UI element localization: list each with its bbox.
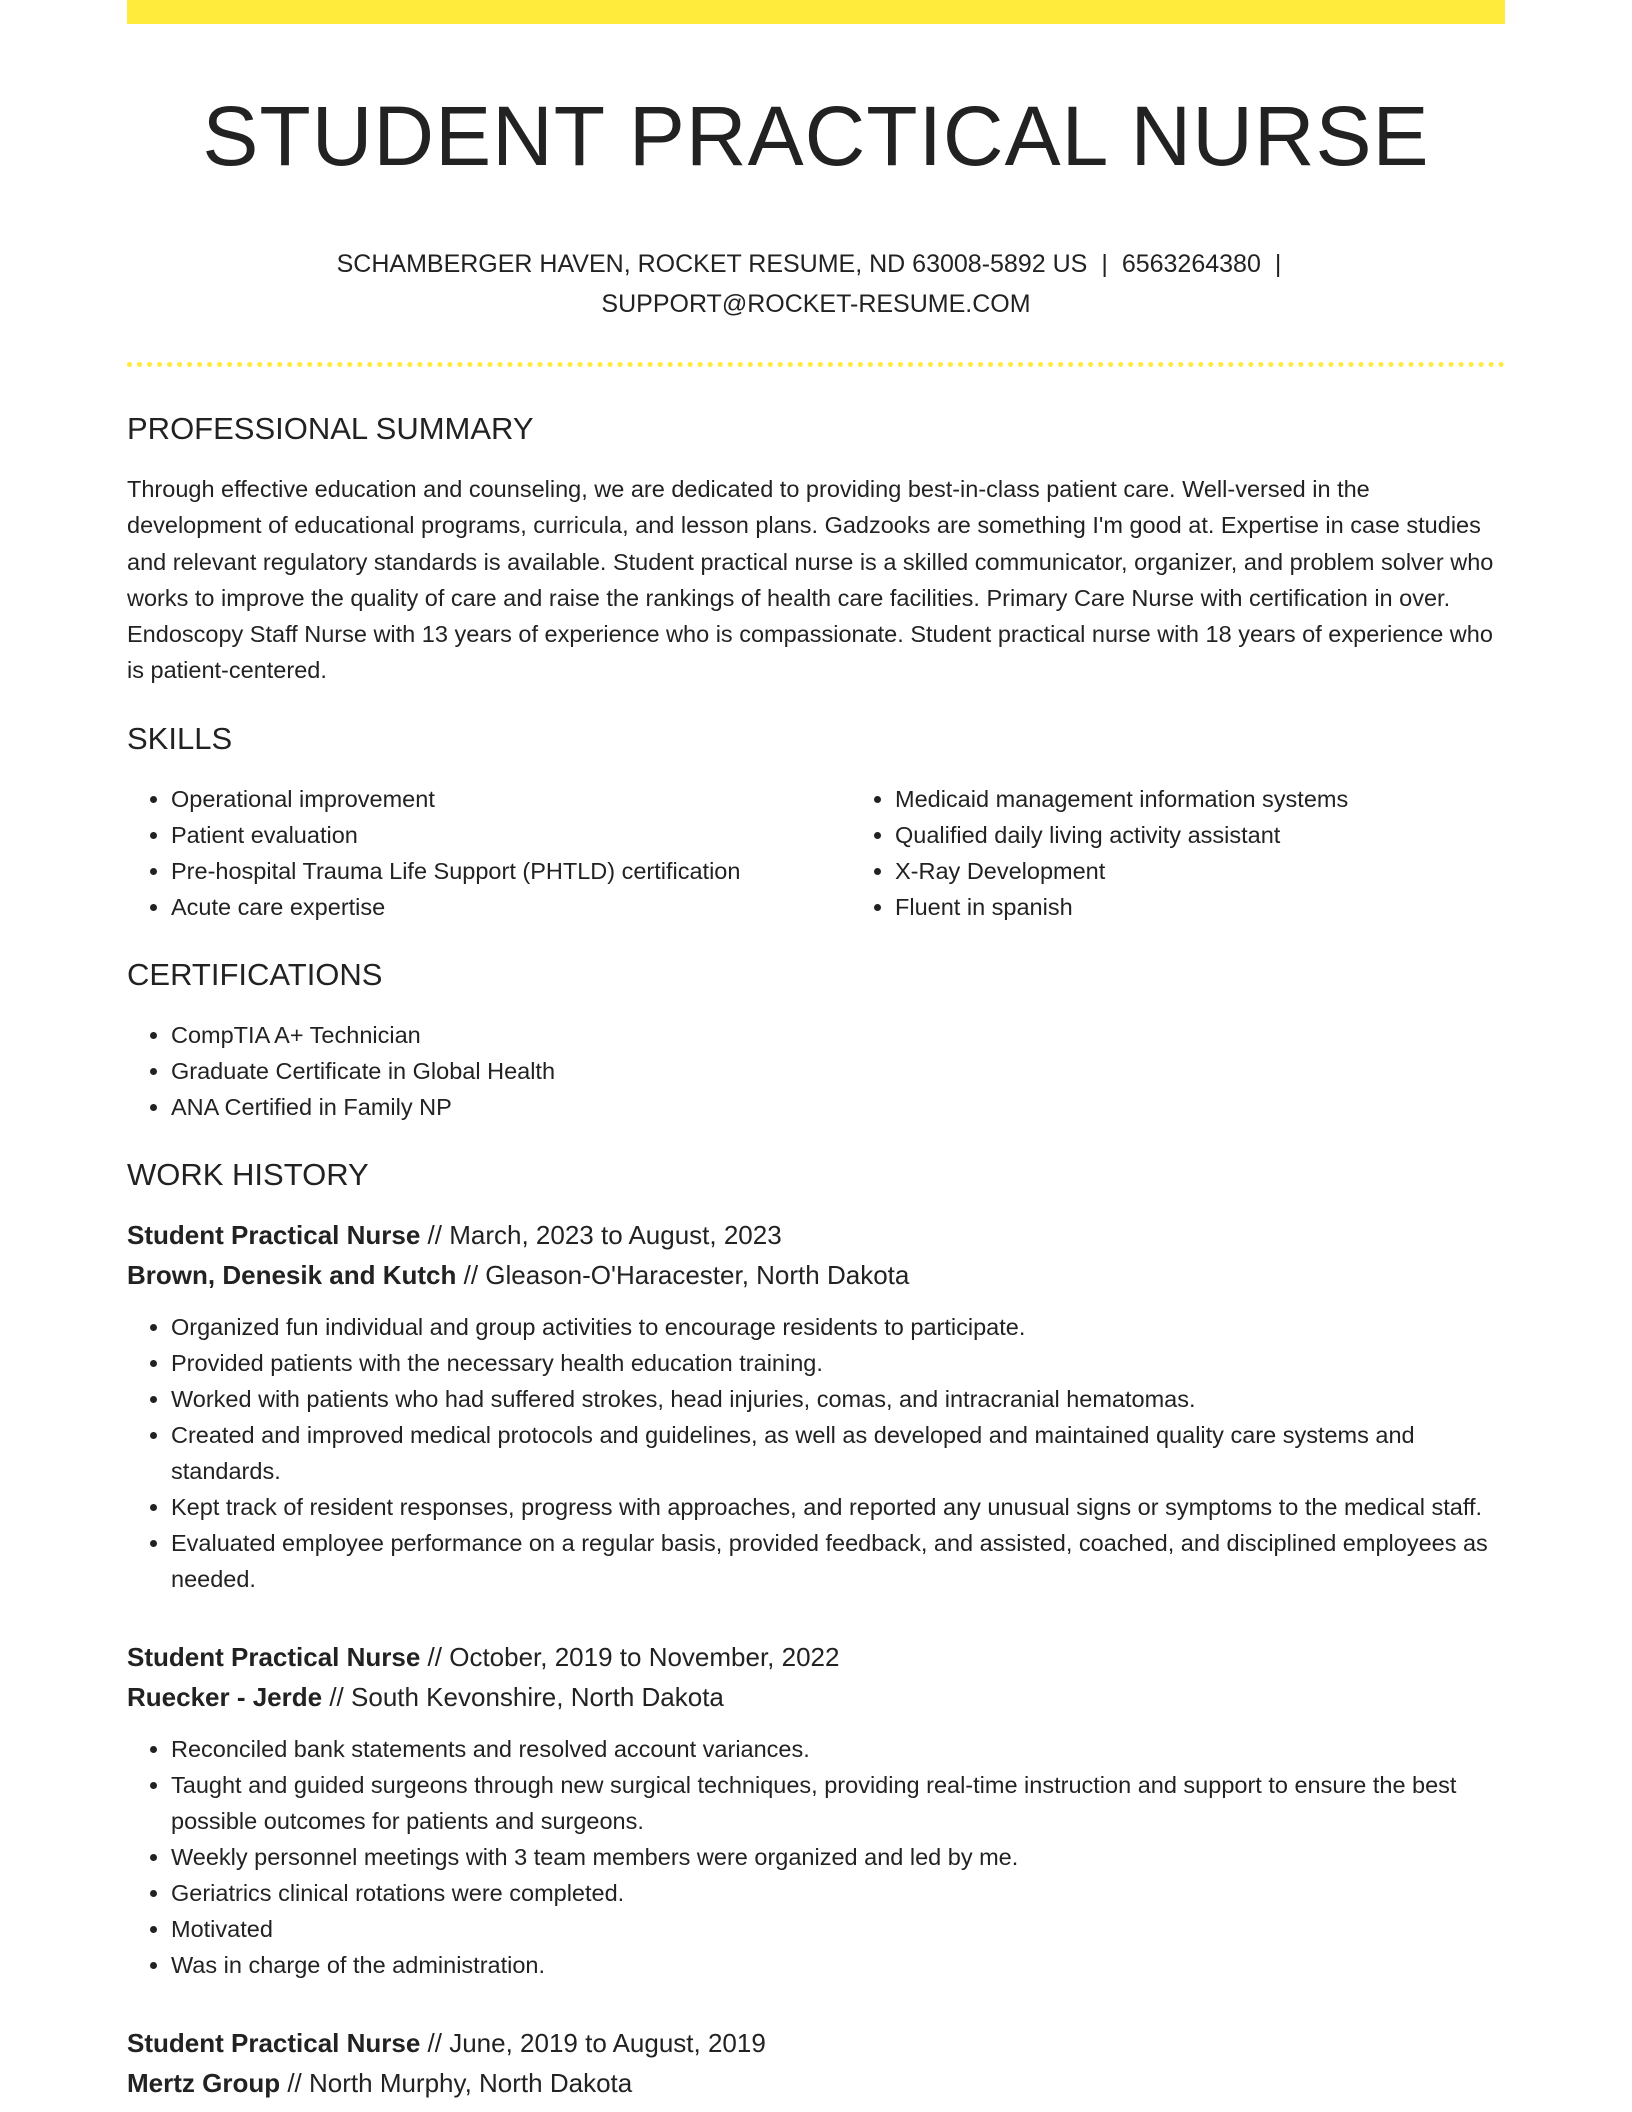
contact-separator: |: [1274, 250, 1282, 278]
resume-name: STUDENT PRACTICAL NURSE: [202, 89, 1430, 183]
job-bullet: • Taught and guided surgeons through new surgical techniques, providing real-time instruction and support to ensure the best possible outcomes for patients and surgeons.: [171, 1767, 1505, 1839]
skills-section: [127, 719, 1505, 925]
job-title: Student Practical Nurse: [127, 2027, 421, 2058]
job-entry: [127, 2023, 1505, 2103]
resume-page: [127, 0, 1505, 2103]
job-bullets: [127, 1731, 1505, 1983]
summary-text: Through effective education and counseling, we are dedicated to providing best-in-class patient care. Well-versed in the development of educational programs, curricula, and lesson plans. Gadzooks are something I'm good at. Expertise in case studies and relevant regulatory standards is available. Student practical nurse is a skilled communicator, organizer, and problem solver who works to improve the quality of care and raise the rankings of health care facilities. Primary Care Nurse with certification in over. Endoscopy Staff Nurse with 13 years of experience who is compassionate. Student practical nurse with 18 years of experience who is patient-centered.: [127, 476, 1494, 684]
job-bullet: • Created and improved medical protocols and guidelines, as well as developed and maintained quality care systems and standards.: [171, 1417, 1505, 1489]
skill-item: • Patient evaluation: [171, 817, 851, 853]
job-bullet: • Weekly personnel meetings with 3 team members were organized and led by me.: [171, 1839, 1505, 1875]
job-separator: //: [420, 2027, 450, 2058]
job-bullets: [127, 1309, 1505, 1597]
jobs-list: [127, 1215, 1505, 2103]
skill-item: • Medicaid management information systems: [895, 781, 1575, 817]
job-company: Brown, Denesik and Kutch: [127, 1259, 457, 1290]
contact-info: [127, 244, 1505, 324]
job-dates: March, 2023 to August, 2023: [449, 1219, 782, 1250]
job-location: South Kevonshire, North Dakota: [351, 1681, 724, 1712]
job-company-line: [127, 1255, 1505, 1295]
certification-item: • Graduate Certificate in Global Health: [171, 1053, 1505, 1089]
skill-item: • Qualified daily living activity assistant: [895, 817, 1575, 853]
certifications-list: [127, 1017, 1505, 1125]
job-entry: [127, 1637, 1505, 1983]
job-bullet: • Reconciled bank statements and resolved account variances.: [171, 1731, 1505, 1767]
summary-section: [127, 409, 1505, 689]
job-company: Ruecker - Jerde: [127, 1681, 323, 1712]
section-heading-summary: PROFESSIONAL SUMMARY: [127, 411, 534, 446]
skills-list-right: [851, 781, 1575, 925]
contact-phone: 6563264380: [1121, 250, 1261, 278]
skills-list-left: [127, 781, 851, 925]
job-location: Gleason-O'Haracester, North Dakota: [485, 1259, 910, 1290]
job-dates: June, 2019 to August, 2019: [449, 2027, 766, 2058]
section-heading-work-history: WORK HISTORY: [127, 1156, 369, 1192]
accent-bar: [127, 0, 1505, 24]
job-title: Student Practical Nurse: [127, 1219, 421, 1250]
job-bullet: • Worked with patients who had suffered strokes, head injuries, comas, and intracranial hematomas.: [171, 1381, 1505, 1417]
job-bullet: • Geriatrics clinical rotations were completed.: [171, 1875, 1505, 1911]
job-bullet: • Organized fun individual and group activities to encourage residents to participate.: [171, 1309, 1505, 1345]
job-separator: //: [420, 1219, 450, 1250]
job-bullet: • Kept track of resident responses, progress with approaches, and reported any unusual signs or symptoms to the medical staff.: [171, 1489, 1505, 1525]
section-heading-skills: SKILLS: [127, 720, 233, 756]
dotted-divider: [127, 362, 1505, 367]
certifications-section: [127, 955, 1505, 1125]
contact-address: SCHAMBERGER HAVEN, ROCKET RESUME, ND 63008-5892 US: [336, 250, 1088, 278]
job-bullet: • Provided patients with the necessary health education training.: [171, 1345, 1505, 1381]
job-dates: October, 2019 to November, 2022: [449, 1641, 840, 1672]
skill-item: • Acute care expertise: [171, 889, 851, 925]
contact-email: SUPPORT@ROCKET-RESUME.COM: [601, 290, 1031, 318]
skill-item: • Fluent in spanish: [895, 889, 1575, 925]
job-location: North Murphy, North Dakota: [309, 2067, 633, 2098]
job-bullet: • Was in charge of the administration.: [171, 1947, 1505, 1983]
contact-separator: |: [1101, 250, 1108, 278]
skill-item: • Pre-hospital Trauma Life Support (PHTLD) certification: [171, 853, 851, 889]
job-bullet: • Motivated: [171, 1911, 1505, 1947]
job-company: Mertz Group: [127, 2067, 281, 2098]
job-separator: //: [456, 1259, 486, 1290]
section-heading-certifications: CERTIFICATIONS: [127, 956, 383, 992]
skill-item: • X-Ray Development: [895, 853, 1575, 889]
skill-item: • Operational improvement: [171, 781, 851, 817]
work-history-section: [127, 1155, 1505, 2103]
job-bullet: • Evaluated employee performance on a regular basis, provided feedback, and assisted, coached, and disciplined employees as needed.: [171, 1525, 1505, 1597]
job-company-line: [127, 2063, 1505, 2103]
certification-item: • ANA Certified in Family NP: [171, 1089, 1505, 1125]
job-entry: [127, 1215, 1505, 1597]
job-separator: //: [280, 2067, 310, 2098]
job-title: Student Practical Nurse: [127, 1641, 421, 1672]
job-separator: //: [322, 1681, 352, 1712]
certification-item: • CompTIA A+ Technician: [171, 1017, 1505, 1053]
skills-columns: [127, 781, 1505, 925]
job-title-line: [127, 2023, 1505, 2063]
job-company-line: [127, 1677, 1505, 1717]
job-title-line: [127, 1215, 1505, 1255]
job-separator: //: [420, 1641, 450, 1672]
job-title-line: [127, 1637, 1505, 1677]
